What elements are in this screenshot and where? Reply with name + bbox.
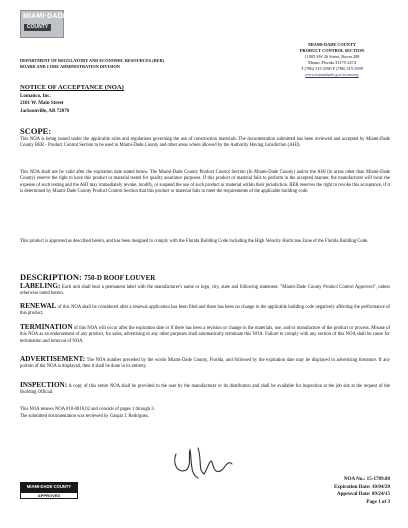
approved-logo-label: APPROVED	[20, 492, 78, 499]
advertisement-text: The NOA number preceded by the words Miami-Dade County, Florida, and followed by the expiration date may be displayed in advertising literature. If any portion of the NOA is displayed, then it shall be done in its entirety.	[20, 358, 390, 370]
company-city: Jacksonville, AR 72076	[20, 108, 70, 114]
page-number: Page 1 of 3	[366, 498, 390, 505]
logo-line1: MIAMI·DADE	[23, 13, 68, 20]
inspection-section	[20, 382, 390, 397]
agency-website-link[interactable]: www.miamidade.gov/economy	[305, 72, 359, 77]
scope-heading: SCOPE:	[20, 126, 52, 136]
division-name: BOARD AND CODE ADMINISTRATION DIVISION	[20, 64, 120, 69]
section-name: PRODUCT CONTROL SECTION	[299, 48, 365, 53]
logo-line2: COUNTY	[24, 24, 51, 31]
miami-dade-logo	[20, 10, 68, 38]
agency-city: Miami, Florida 33175-2474	[308, 60, 356, 65]
renews-statement: This NOA renews NOA #10-0818.02 and consists of pages 1 through 3.	[20, 407, 155, 412]
noa-footer-info	[300, 476, 390, 506]
notice-title: NOTICE OF ACCEPTANCE (NOA)	[20, 84, 124, 91]
agency-contact-block	[274, 42, 390, 78]
renewal-section	[20, 303, 390, 318]
termination-text: of this NOA will occur after the expiration date or if there has been a revision or change in the materials, use, and/or manufacture of the product or process. Misuse of this NOA as an endorsement of any product, for sales, advertising or any other purposes shall automatically terminate this NOA. Failure to comply with any section of this NOA shall be cause for termination and removal of NOA.	[20, 326, 391, 344]
product-name: 750-D ROOF LOUVER	[84, 274, 156, 282]
company-street: 2101 W. Main Street	[20, 101, 64, 107]
agency-name: MIAMI-DADE COUNTY	[308, 42, 356, 47]
reviewer-signature	[168, 440, 240, 484]
agency-phone: T (786) 315-2590 F (786) 315-2599	[301, 66, 363, 71]
inspection-text: A copy of this entire NOA shall be provided to the user by the manufacturer or its distributors and shall be available for inspection at the job site at the request of the Building Official.	[20, 384, 390, 396]
advertisement-lead: ADVERTISEMENT:	[20, 355, 86, 363]
approved-logo	[20, 482, 78, 500]
scope-paragraph-2: This NOA shall not be valid after the expiration date stated below. The Miami-Dade County Product Control Section (In Miami-Dade County) and/or the AHJ (in areas other than Miami-Dade County) reserve the right to have this product or material tested for quality assurance purposes. If this product or material fails to perform in the accepted manner, the manufacturer will incur the expense of such testing and the AHJ may immediately revoke, modify, or suspend the use of such product or material within their jurisdiction. RER reserves the right to revoke this acceptance, if it is determined by Miami-Dade County Product Control Section that this product or material fails to meet the requirements of the applicable building code.	[20, 170, 390, 195]
inspection-lead: INSPECTION:	[20, 381, 68, 389]
description-heading	[20, 272, 155, 282]
renewal-lead: RENEWAL	[20, 302, 57, 310]
agency-street: 11805 SW 26 Street, Room 208	[304, 54, 360, 59]
scope-paragraph-3: This product is approved as described herein, and has been designed to comply with the Florida Building Code including the High Velocity Hurricane Zone of the Florida Building Code.	[20, 239, 369, 244]
expiration-date: Expiration Date: 10/04/20	[333, 483, 390, 490]
department-name: DEPARTMENT OF REGULATORY AND ECONOMIC RESOURCES (RER)	[20, 58, 165, 63]
noa-number: NOA No.: 15-1709.08	[343, 476, 390, 482]
labeling-lead: LABELING:	[20, 282, 61, 290]
termination-lead: TERMINATION	[20, 323, 73, 331]
company-name: Lomanco, Inc.	[20, 94, 51, 99]
labeling-text: Each unit shall bear a permanent label with the manufacturer's name or logo, city, state and following statement: "Miami-Dade County Product Control Approved", unless otherwise noted herein.	[20, 285, 391, 297]
scope-paragraph-1: This NOA is being issued under the applicable rules and regulations governing the use of construction materials. The documentation submitted has been reviewed and accepted by Miami-Dade County RER - Product Control Section to be used in Miami-Dade County and other areas where allowed by the Authority Having Jurisdiction (AHJ).	[20, 137, 390, 149]
description-label: DESCRIPTION:	[20, 272, 82, 282]
recipient-address	[20, 93, 69, 115]
approved-logo-county: MIAMI-DADE COUNTY	[20, 482, 78, 492]
renewal-text: of this NOA shall be considered after a renewal application has been filed and there has been no change in the applicable building code negatively affecting the performance of this product.	[20, 305, 390, 317]
approval-date: Approval Date: 09/24/15	[336, 491, 390, 497]
reviewer-statement: The submitted documentation was reviewed by Gaspar J. Rodriguez.	[20, 414, 150, 419]
labeling-section	[20, 283, 390, 298]
advertisement-section	[20, 356, 390, 371]
termination-section	[20, 324, 390, 345]
department-header	[20, 58, 164, 70]
